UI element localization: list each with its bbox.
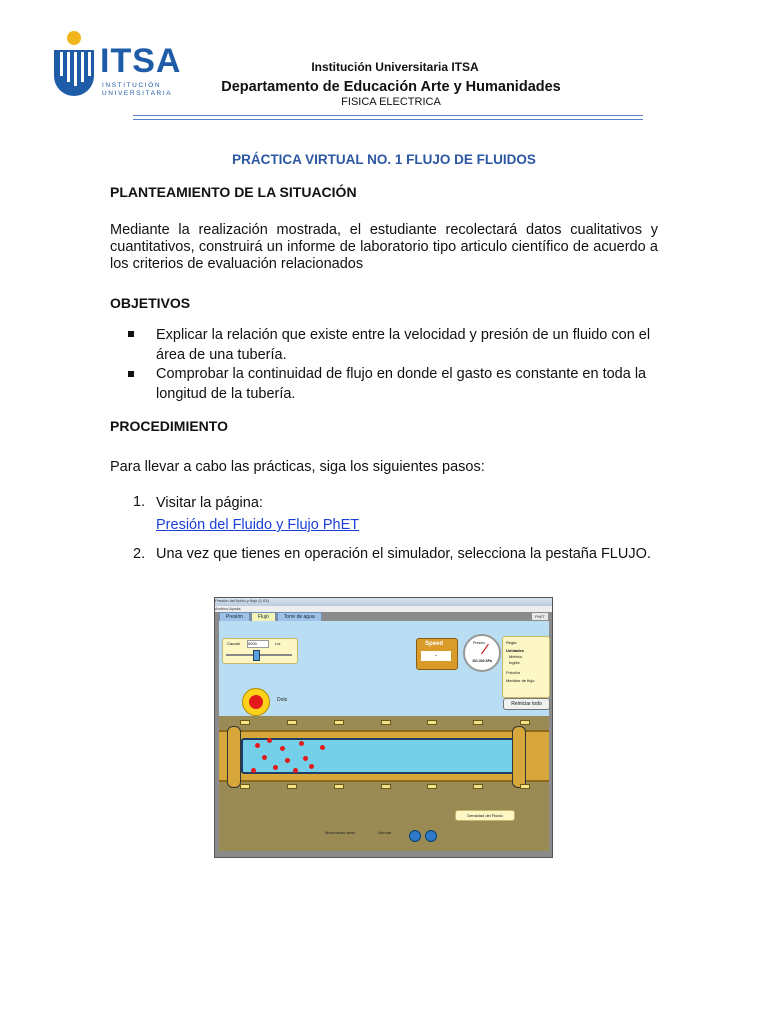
sim-units-english[interactable]: Inglés [509, 660, 520, 665]
sim-ruler-checkbox[interactable]: Regla [506, 640, 517, 645]
sim-tab-presion[interactable]: Presión [219, 612, 250, 622]
sim-pipe-handle-left[interactable] [227, 726, 241, 788]
sim-pump[interactable] [242, 688, 270, 716]
bullet-icon [128, 331, 134, 337]
sim-speed-label: Speed [425, 641, 444, 647]
step-icon[interactable] [425, 830, 437, 842]
sim-menu-bar: Archivo Ayuda [215, 606, 552, 612]
sim-rate-label: Caudal [227, 641, 240, 646]
subject-name: FISICA ELECTRICA [341, 96, 441, 108]
sim-marker-icon [427, 784, 437, 789]
fluid-dot [262, 755, 267, 760]
document-title: PRÁCTICA VIRTUAL NO. 1 FLUJO DE FLUIDOS [232, 152, 536, 167]
sim-marker-icon [287, 720, 297, 725]
play-icon[interactable] [409, 830, 421, 842]
sim-tab-flujo[interactable]: Flujo [251, 612, 276, 622]
procedure-intro: Para llevar a cabo las prácticas, siga los siguientes pasos: [110, 459, 485, 475]
fluid-dot [320, 745, 325, 750]
sim-marker-icon [520, 784, 530, 789]
header-divider [133, 119, 643, 120]
sim-speed-meter[interactable] [416, 638, 458, 670]
procedure-heading: PROCEDIMIENTO [110, 418, 228, 434]
sim-window-title: Presión del fluido y flujo (1.03) [215, 598, 552, 606]
sim-rate-unit: L/s [275, 641, 281, 646]
sim-options-panel [502, 636, 550, 698]
step-number: 1. [133, 494, 146, 510]
logo-subtext: INSTITUCIÓN [102, 82, 162, 89]
objective-item: Comprobar la continuidad de flujo en donde el gasto es constante en toda la longitud de la tubería. [156, 366, 647, 402]
sim-rate-value[interactable]: 5000 [247, 640, 269, 648]
sim-marker-icon [427, 720, 437, 725]
sim-water [241, 738, 519, 774]
step-text: Visitar la página: [156, 495, 263, 511]
sim-reset-button[interactable]: Reiniciar todo [503, 698, 550, 710]
sim-normal-radio[interactable]: Normal [378, 830, 391, 835]
sim-marker-icon [240, 720, 250, 725]
step-text: Una vez que tienes en operación el simulador, selecciona la pestaña FLUJO. [156, 546, 651, 562]
step-item [156, 492, 658, 536]
phet-link[interactable]: Presión del Fluido y Flujo PhET [156, 517, 360, 533]
sim-marker-icon [473, 784, 483, 789]
sim-gauge-value: 101.302 kPa [472, 659, 492, 663]
simulator-screenshot [214, 597, 553, 858]
phet-logo-icon: PhET [532, 613, 548, 620]
sim-marker-icon [334, 720, 344, 725]
sim-marker-icon [381, 784, 391, 789]
sim-rate-slider-handle[interactable] [253, 650, 260, 661]
sim-marker-icon [520, 720, 530, 725]
sim-friction-checkbox[interactable]: Fricción [506, 670, 521, 675]
fluid-dot [267, 738, 272, 743]
sim-dots-checkbox[interactable]: Dots [277, 697, 288, 703]
gauge-needle-icon [481, 644, 489, 654]
sim-speed-value: - [421, 651, 451, 661]
sim-density-button[interactable]: Densidad del Fluido [455, 810, 515, 821]
step-number: 2. [133, 546, 146, 562]
sim-gauge-label: Presión [473, 641, 485, 645]
fluid-dot [303, 756, 308, 761]
sim-marker-icon [473, 720, 483, 725]
logo-text: ITSA [100, 42, 182, 80]
page-header [0, 0, 768, 130]
sim-pressure-gauge[interactable] [463, 634, 501, 672]
sim-marker-icon [381, 720, 391, 725]
bullet-icon [128, 371, 134, 377]
sim-tab-torre[interactable]: Torre de agua [277, 612, 322, 622]
sim-flow-rate-control[interactable] [222, 638, 298, 664]
sim-pipe-handle-right[interactable] [512, 726, 526, 788]
objectives-heading: OBJETIVOS [110, 295, 191, 311]
fluid-dot [273, 765, 278, 770]
section-paragraph: Mediante la realización mostrada, el estudiante recolectará datos cualitativos y cuantitativos, construirá un informe de laboratorio tipo articulo científico de acuerdo a los criterios de evaluación relacionados [110, 222, 658, 272]
sim-flow-meter-checkbox[interactable]: Medidor de flujo [506, 678, 535, 683]
sim-tabs [219, 612, 322, 621]
sim-slow-motion-radio[interactable]: Movimiento lento [325, 830, 356, 835]
fluid-dot [280, 746, 285, 751]
sim-marker-icon [240, 784, 250, 789]
objective-item: Explicar la relación que existe entre la velocidad y presión de un fluido con el área de una tubería. [156, 327, 651, 363]
sim-marker-icon [334, 784, 344, 789]
header-divider [133, 115, 643, 116]
department-name: Departamento de Educación Arte y Humanidades [221, 79, 561, 95]
institution-name: Institución Universitaria ITSA [311, 60, 479, 74]
fluid-dot [255, 743, 260, 748]
fluid-dot [309, 764, 314, 769]
logo-subtext: UNIVERSITARIA [102, 90, 173, 97]
section-heading: PLANTEAMIENTO DE LA SITUACIÓN [110, 184, 357, 200]
fluid-dot [285, 758, 290, 763]
sim-units-metric[interactable]: Métrico [509, 654, 523, 659]
fluid-dot [293, 768, 298, 773]
fluid-dot [299, 741, 304, 746]
fluid-dot [251, 768, 256, 773]
sim-marker-icon [287, 784, 297, 789]
sim-pump-button[interactable] [249, 695, 263, 709]
sim-units-heading: Unidades [506, 648, 525, 653]
